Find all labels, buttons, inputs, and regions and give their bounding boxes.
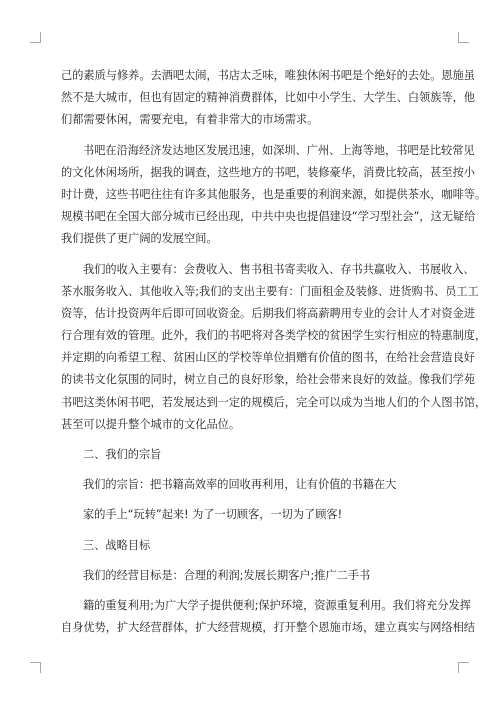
- paragraph-3-line-7: 书吧这类休闲书吧，若发展达到一定的规模后，完全可以成为当地人们的个人图书馆，: [61, 395, 487, 409]
- paragraph-1-line-1: 己的素质与修养。去酒吧太闹，书店太乏味，唯独休闲书吧是个绝好的去处。恩施虽: [61, 69, 475, 82]
- paragraph-1-line-3: 们都需要休闲，需要充电，有着非常大的市场需求。: [61, 113, 319, 127]
- paragraph-3-line-5: 并定期的向希望工程、贫困山区的学校等单位捐赠有价值的图书，在给社会营造良好: [61, 351, 475, 365]
- paragraph-3-line-6: 的读书文化氛围的同时，树立自己的良好形象，给社会带来良好的效益。像我们学苑: [61, 373, 475, 387]
- mission-line-2: 家的手上“玩转”起来! 为了一切顾客，一切为了顾客!: [83, 508, 343, 522]
- paragraph-2-line-3: 时计费，这些书吧往往有许多其他服务，也是重要的利润来源，如提供茶水，咖啡等。: [61, 187, 487, 201]
- crop-mark-bottom-left: [30, 662, 41, 673]
- paragraph-3-line-4: 行合理有效的管理。此外，我们的书吧将对各类学校的贫困学生实行相应的特惠制度，: [61, 329, 487, 343]
- paragraph-3-line-8: 甚至可以提升整个城市的文化品位。: [61, 417, 241, 431]
- strategy-line-1: 我们的经营目标是：合理的利润;发展长期客户;推广二手书: [83, 568, 371, 582]
- paragraph-2-line-4: 规模书吧在全国大部分城市已经出现，中共中央也提倡建设“学习型社会”，这无疑给: [61, 210, 476, 224]
- paragraph-3-line-2: 茶水服务收入、其他收入等;我们的支出主要有：门面租金及装修、进货购书、员工工: [61, 284, 479, 298]
- section-heading-mission: 二、我们的宗旨: [83, 448, 162, 461]
- strategy-line-3: 自身优势，扩大经营群体，扩大经营规模，打开整个恩施市场，建立真实与网络相结: [61, 621, 475, 635]
- section-heading-strategy: 三、战略目标: [83, 538, 151, 552]
- paragraph-2-line-1: 书吧在沿海经济发达地区发展迅速，如深圳、广州、上海等地，书吧是比较常见: [83, 143, 475, 157]
- paragraph-2-line-2: 的文化休闲场所，据我的调查，这些地方的书吧，装修豪华，消费比较高，甚至按小: [61, 165, 475, 179]
- paragraph-1-line-2: 然不是大城市，但也有固定的精神消费群体，比如中小学生、大学生、白领族等，他: [61, 91, 475, 105]
- strategy-line-2: 籍的重复利用;为广大学子提供便利;保护环境，资源重复利用。我们将充分发挥: [83, 598, 471, 612]
- mission-line-1: 我们的宗旨：把书籍高效率的回收再利用，让有价值的书籍在大: [83, 478, 397, 492]
- crop-mark-top-left: [30, 32, 41, 43]
- paragraph-3-line-1: 我们的收入主要有：会费收入、售书租书寄卖收入、存书共赢收入、书展收入、: [83, 262, 475, 276]
- paragraph-3-line-3: 资等，估计投资两年后即可回收资金。后期我们将高薪聘用专业的会计人才对资金进: [61, 306, 475, 320]
- crop-mark-bottom-right: [458, 662, 469, 673]
- document-body: [61, 65, 487, 639]
- paragraph-2-line-5: 我们提供了更广阔的发展空间。: [61, 232, 218, 246]
- crop-mark-top-right: [458, 32, 469, 43]
